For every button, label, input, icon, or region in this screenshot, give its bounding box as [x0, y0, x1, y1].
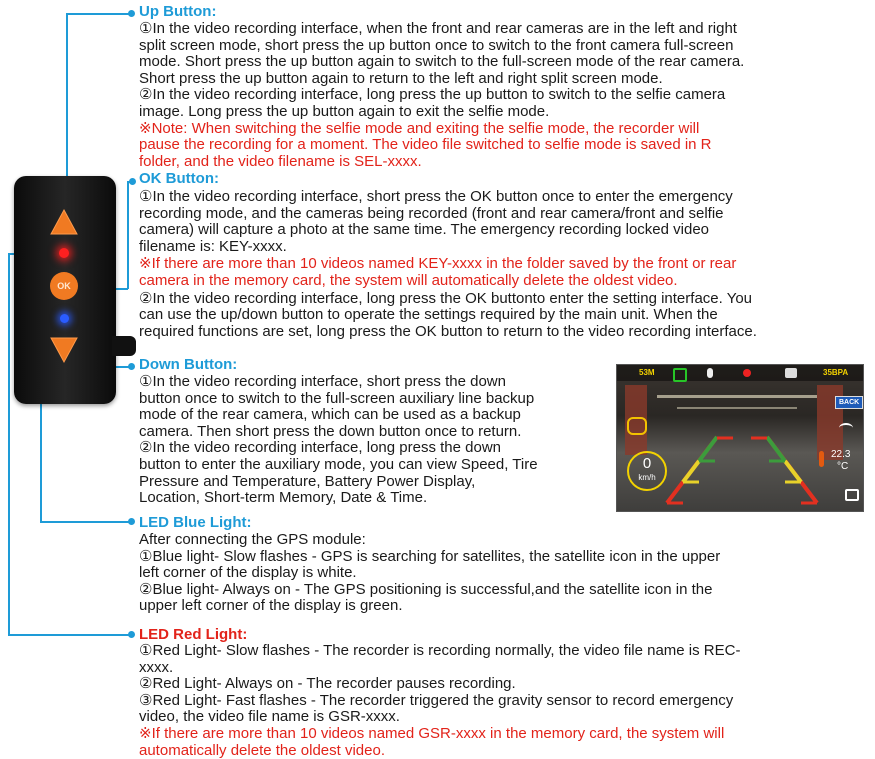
- text-line: ②Red Light- Always on - The recorder pauses recording.: [139, 675, 516, 693]
- text-line: Location, Short-term Memory, Date & Time.: [139, 489, 428, 507]
- note-line: camera in the memory card, the system will automatically delete the oldest video.: [139, 271, 678, 289]
- text-line: Pressure and Temperature, Battery Power Display,: [139, 472, 476, 490]
- wifi-icon: [839, 423, 853, 433]
- text-line: Short press the up button again to return to the left and right split screen mode.: [139, 69, 663, 87]
- note-line: ※If there are more than 10 videos named KEY-xxxx in the folder saved by the front or rear: [139, 255, 737, 273]
- led-red-title: LED Red Light:: [139, 626, 248, 643]
- blue-led-icon: [60, 314, 69, 323]
- back-badge: BACK: [835, 396, 863, 409]
- ok-button[interactable]: [50, 272, 78, 300]
- text-line: ①In the video recording interface, short press the OK button once to enter the emergency: [139, 188, 733, 205]
- text-line: ②Blue light- Always on - The GPS positioning is successful,and the satellite icon in the: [139, 580, 713, 598]
- text-line: mode. Short press the up button again to switch to the full-screen mode of the rear camera.: [139, 53, 745, 71]
- text-line: ②In the video recording interface, long press the OK buttonto enter the setting interface. You: [139, 289, 753, 307]
- down-bullet: [128, 363, 135, 370]
- text-line: ②In the video recording interface, long press the down: [139, 439, 501, 457]
- text-line: split screen mode, short press the up button once to switch to the front camera full-screen: [139, 36, 734, 54]
- ok-button-title: OK Button:: [139, 170, 219, 187]
- text-line: After connecting the GPS module:: [139, 531, 366, 548]
- note-line: ※If there are more than 10 videos named GSR-xxxx in the memory card, the system will: [139, 724, 725, 742]
- note-line: folder, and the video filename is SEL-xxxx.: [139, 152, 422, 170]
- text-line: filename is: KEY-xxxx.: [139, 237, 287, 255]
- led-red-text: [139, 643, 869, 759]
- up-button-title: Up Button:: [139, 3, 217, 20]
- blue-bullet: [128, 518, 135, 525]
- speed-unit: km/h: [638, 473, 656, 482]
- text-line: xxxx.: [139, 658, 174, 676]
- record-dot-icon: [743, 369, 751, 377]
- ok-connector-v: [127, 181, 129, 289]
- red-connector-h: [8, 634, 132, 636]
- text-line: camera) will capture a photo at the same time. The emergency recording locked video: [139, 221, 710, 239]
- blue-connector-h: [40, 521, 132, 523]
- satellite-icon: [673, 368, 687, 382]
- text-line: ①Red Light- Slow flashes - The recorder is recording normally, the video file name is REC-: [139, 642, 741, 659]
- text-line: camera. Then short press the down button once to return.: [139, 422, 522, 440]
- ok-button-label: OK: [57, 281, 71, 291]
- text-line: left corner of the display is white.: [139, 564, 357, 582]
- ok-button-text: [139, 189, 869, 340]
- text-line: button once to switch to the full-screen auxiliary line backup: [139, 389, 535, 407]
- pressure-indicator: 35BPA: [823, 368, 849, 377]
- red-led-icon: [59, 248, 69, 258]
- thermometer-icon: [819, 451, 824, 467]
- speed-value: 0: [642, 455, 652, 472]
- up-connector-h: [66, 13, 132, 15]
- mic-icon: [707, 368, 713, 378]
- dashcam-screen: [616, 364, 864, 512]
- lock-icon: [845, 489, 859, 501]
- led-blue-title: LED Blue Light:: [139, 514, 252, 531]
- text-line: ①In the video recording interface, when the front and rear cameras are in the left and right: [139, 20, 737, 37]
- note-line: ※Note: When switching the selfie mode and exiting the selfie mode, the recorder will: [139, 119, 700, 137]
- speed-gauge: [627, 451, 667, 491]
- device-cable: [112, 336, 136, 356]
- text-line: ①Blue light- Slow flashes - GPS is searching for satellites, the satellite icon in the upper: [139, 547, 721, 565]
- down-arrow-icon: [49, 336, 79, 364]
- text-line: can use the up/down button to operate the settings required by the main unit. When the: [139, 306, 718, 324]
- note-line: pause the recording for a moment. The video file switched to selfie mode is saved in R: [139, 136, 712, 154]
- led-blue-text: [139, 532, 869, 615]
- text-line: ②In the video recording interface, long press the up button to switch to the selfie camera: [139, 86, 726, 104]
- text-line: upper left corner of the display is green.: [139, 597, 403, 615]
- red-bullet: [128, 631, 135, 638]
- tire-pressure-icon: [627, 417, 647, 435]
- down-button-text: [139, 374, 614, 507]
- temperature-value: 22.3: [831, 449, 851, 460]
- red-connector-v: [8, 253, 10, 635]
- up-arrow-icon: [49, 208, 79, 236]
- text-line: button to enter the auxiliary mode, you can view Speed, Tire: [139, 455, 538, 473]
- camera-icon: [785, 368, 797, 378]
- ok-bullet: [129, 178, 136, 185]
- text-line: video, the video file name is GSR-xxxx.: [139, 708, 400, 726]
- up-button-text: [139, 21, 869, 170]
- text-line: ③Red Light- Fast flashes - The recorder triggered the gravity sensor to record emergency: [139, 691, 734, 709]
- note-line: automatically delete the oldest video.: [139, 741, 385, 759]
- down-button-title: Down Button:: [139, 356, 238, 373]
- up-bullet: [128, 10, 135, 17]
- text-line: recording mode, and the cameras being recorded (front and rear camera/front and selfie: [139, 204, 724, 222]
- text-line: ①In the video recording interface, short press the down: [139, 373, 506, 390]
- storage-indicator: 53M: [639, 368, 655, 377]
- text-line: required functions are set, long press the OK button to return to the video recording interface.: [139, 322, 757, 340]
- temperature-unit: °C: [837, 461, 849, 472]
- text-line: mode of the rear camera, which can be used as a backup: [139, 406, 521, 424]
- text-line: image. Long press the up button again to exit the selfie mode.: [139, 102, 550, 120]
